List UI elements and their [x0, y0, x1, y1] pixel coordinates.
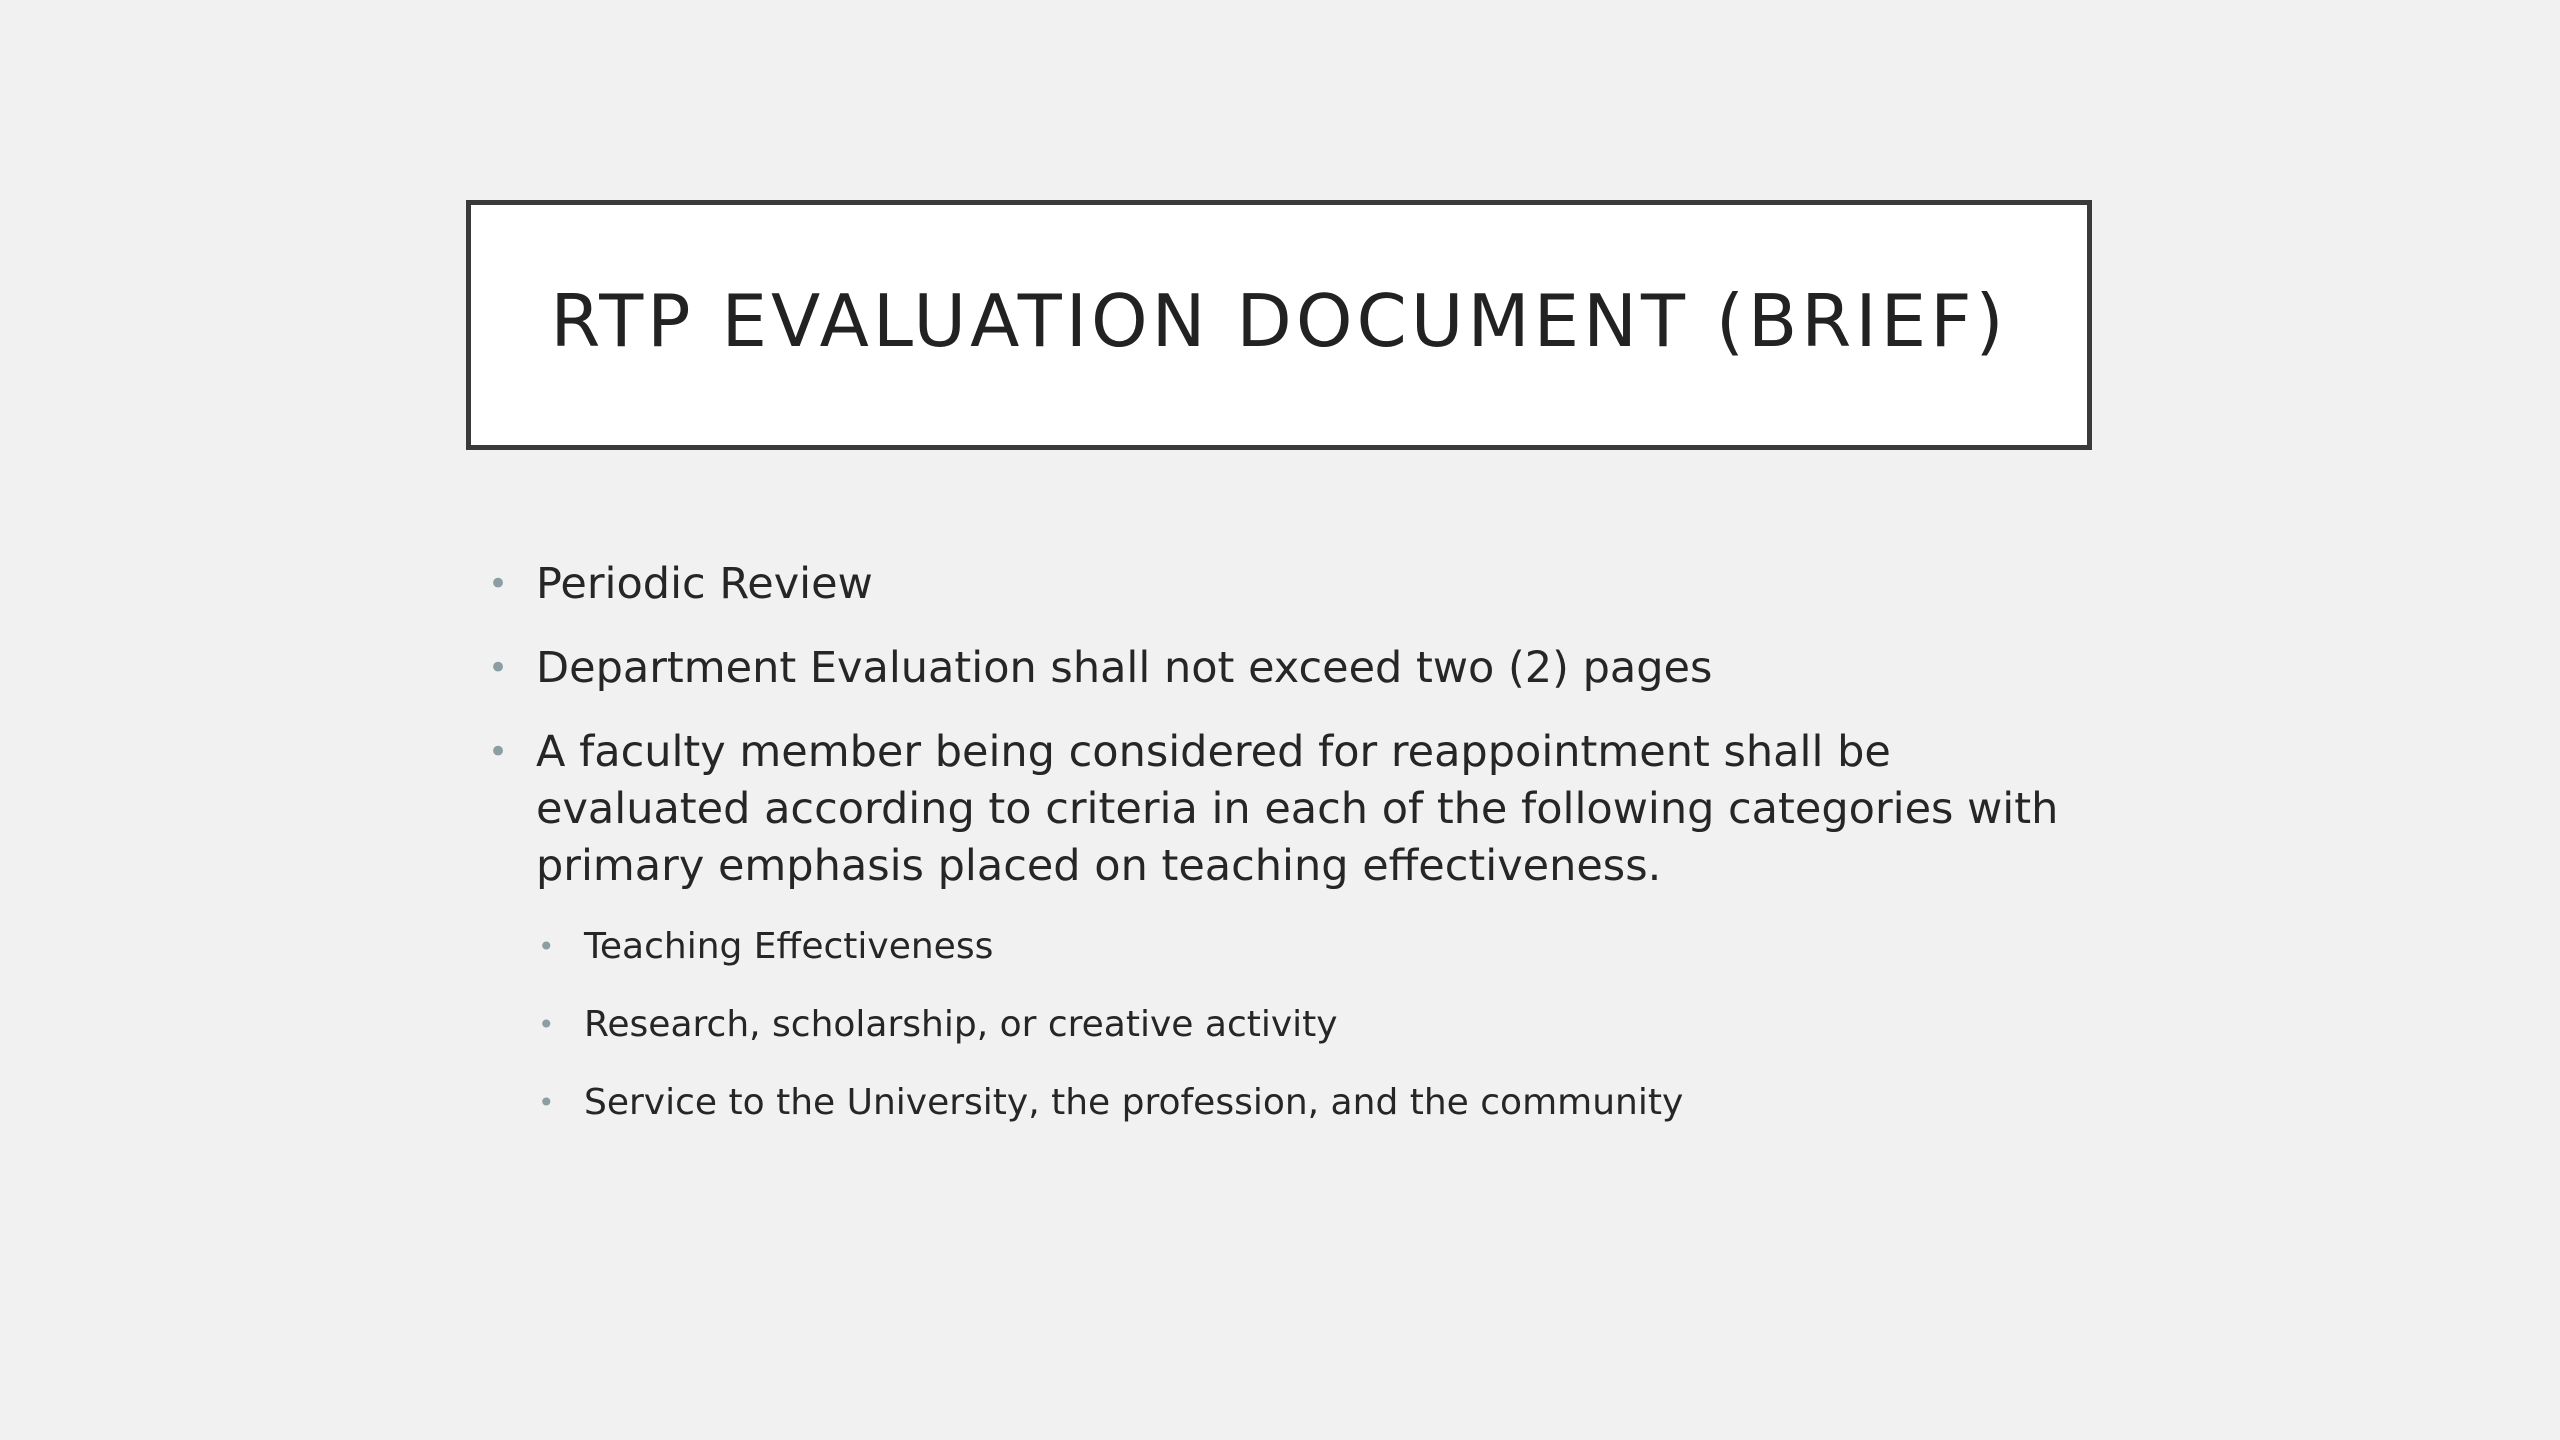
sub-bullet-text: Service to the University, the profession, and the community — [584, 1082, 1684, 1123]
bullet-text: Department Evaluation shall not exceed two (2) pages — [536, 643, 1713, 693]
bullet-text: Periodic Review — [536, 559, 873, 609]
sub-bullet-text: Teaching Effectiveness — [584, 926, 994, 967]
slide-title: RTP EVALUATION DOCUMENT (BRIEF) — [550, 279, 2008, 363]
sub-bullet-service — [536, 1078, 2104, 1128]
sub-bullet-research — [536, 1000, 2104, 1050]
bullet-icon: • — [488, 564, 509, 604]
bullet-item-page-limit — [484, 640, 2104, 697]
bullet-list — [484, 556, 2104, 895]
sub-bullet-icon: • — [538, 930, 555, 963]
sub-bullet-icon: • — [538, 1008, 555, 1041]
title-box — [466, 200, 2092, 450]
bullet-item-periodic-review — [484, 556, 2104, 613]
sub-bullet-icon: • — [538, 1086, 555, 1119]
sub-bullet-text: Research, scholarship, or creative activity — [584, 1004, 1338, 1045]
slide-content — [484, 556, 2104, 1156]
bullet-text: A faculty member being considered for reappointment shall be evaluated according to criteria in each of the following categories with primary emphasis placed on teaching effectiveness. — [536, 727, 2059, 891]
bullet-icon: • — [488, 732, 509, 772]
bullet-icon: • — [488, 648, 509, 688]
sub-bullet-teaching — [536, 922, 2104, 972]
sub-bullet-list — [536, 922, 2104, 1128]
bullet-item-criteria — [484, 724, 2104, 895]
